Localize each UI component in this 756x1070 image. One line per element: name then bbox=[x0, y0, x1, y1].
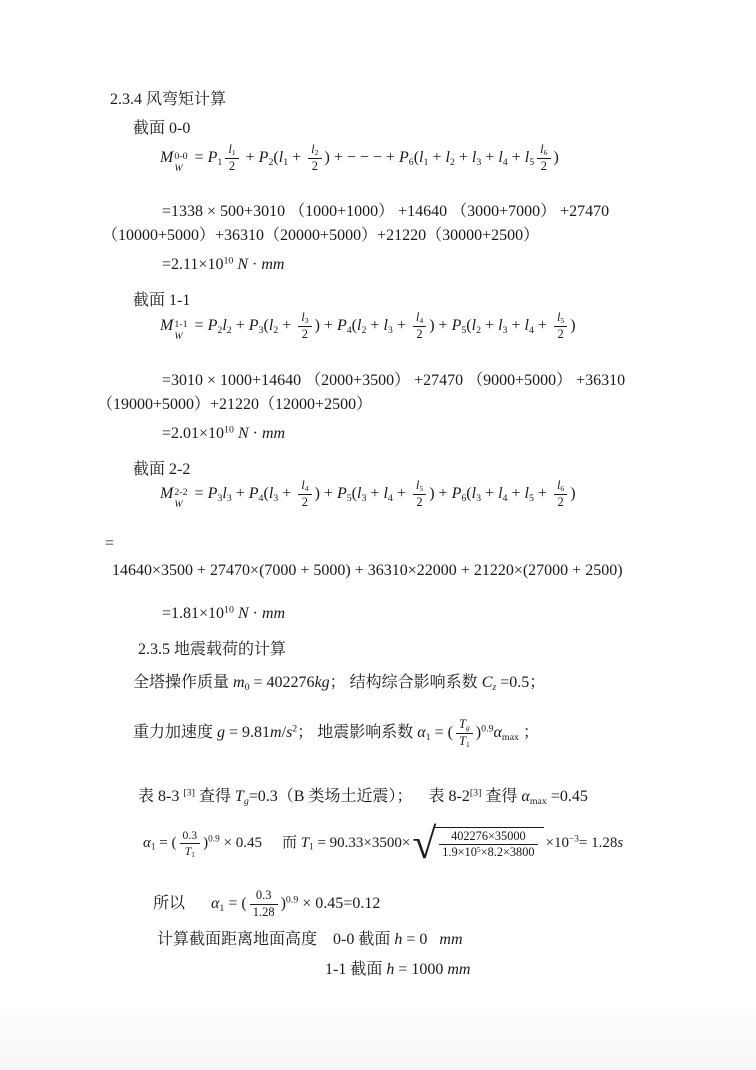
result-1-1: $=2.01\times 10^{10}$ N · mm bbox=[162, 424, 286, 442]
calc-1-1-line-2: （19000+5000）+21220（12000+2500） bbox=[97, 396, 373, 413]
result-2-2: $=1.81\times 10^{10}$ N · mm bbox=[162, 604, 286, 622]
label-section-0-0: 截面 0-0 bbox=[133, 120, 191, 137]
formula-moment-0-0: M 0-0 W = $P_1$ $\frac{l_1}{2}$ + $P_2(l_1$ + $\frac{l_2}{2}$ ) + − − − + $P_6(l_1 + l_2 + l_3 + l_4 + l_5$ $\frac{l_6}{2}$ ) bbox=[160, 142, 559, 174]
calc-0-0-line-2: （10000+5000）+36310（20000+5000）+21220（30000+2500） bbox=[102, 227, 540, 244]
section-heading-seismic-load: 2.3.5 地震载荷的计算 bbox=[138, 641, 287, 658]
formula-alpha1-result: 所以 $\alpha_1$ = ( $\frac{0.3}{1.28}$ )$^{0.9}$ × 0.45=0.12 bbox=[153, 888, 381, 919]
section-heading-wind-moment: 2.3.4 风弯矩计算 bbox=[110, 91, 227, 108]
equals-sign-line: = bbox=[105, 535, 115, 552]
calc-1-1-line-1: =3010 × 1000+14640 （2000+3500） +27470 （9000+5000） +36310 bbox=[162, 372, 626, 389]
label-section-1-1: 截面 1-1 bbox=[133, 292, 191, 309]
formula-moment-2-2: M 2-2 W = $P_3l_3 + P_4(l_3$ + $\frac{l_4}{2}$ ) + $P_5(l_3 + l_4$ + $\frac{l_5}{2}$ ) + $P_6(l_3 + l_4 + l_5$ + $\frac{l_6}{2}$ ) bbox=[160, 478, 576, 510]
formula-alpha1-and-period: $\alpha_1$ = ( $\frac{0.3}{T_1}$ )$^{0.9}$ × 0.45 而 $T_1 = 90.33\times 3500\times$ √ $\frac{402276\times 35000}{1.9\times 10^5\times 8.2\times 3800}$ $\times 10^{-3}= 1.28s$ bbox=[143, 820, 624, 868]
paragraph-section-height-0-0: 计算截面距离地面高度 0-0 截面 h = 0 mm bbox=[157, 931, 463, 948]
calc-2-2-line: 14640×3500 + 27470×(7000 + 5000) + 36310×22000 + 21220×(27000 + 2500) bbox=[112, 562, 623, 579]
label-section-2-2: 截面 2-2 bbox=[133, 461, 191, 478]
paragraph-table-lookup: 表 8-3 [3] 查得 $T_g=0.3(B$ 类场土近震）； 表 8-2[3] 查得 $\alpha_{max} =0.45$ bbox=[138, 787, 588, 807]
formula-moment-1-1: M 1-1 W = $P_2l_2 + P_3(l_2$ + $\frac{l_3}{2}$ ) + $P_4(l_2 + l_3$ + $\frac{l_4}{2}$ ) + $P_5(l_2 + l_3 + l_4$ + $\frac{l_5}{2}$ ) bbox=[160, 310, 576, 342]
paragraph-mass-and-coefficient: 全塔操作质量 $m_0 = 402276kg$； 结构综合影响系数 $C_z =0.5$； bbox=[133, 674, 546, 693]
paragraph-section-height-1-1: 1-1 截面 h = 1000 mm bbox=[325, 961, 471, 978]
result-0-0: $=2.11\times 10^{10}$ N · mm bbox=[162, 255, 285, 273]
paragraph-gravity-and-seismic-coefficient: 重力加速度 $g = 9.81m/s^2$； 地震影响系数 $\alpha_1$ = ( $\frac{T_g}{T_1}$ )$^{0.9}\alpha_{max}$ ； bbox=[133, 717, 539, 750]
calc-0-0-line-1: =1338 × 500+3010 （1000+1000） +14640 （3000+7000） +27470 bbox=[162, 203, 610, 220]
